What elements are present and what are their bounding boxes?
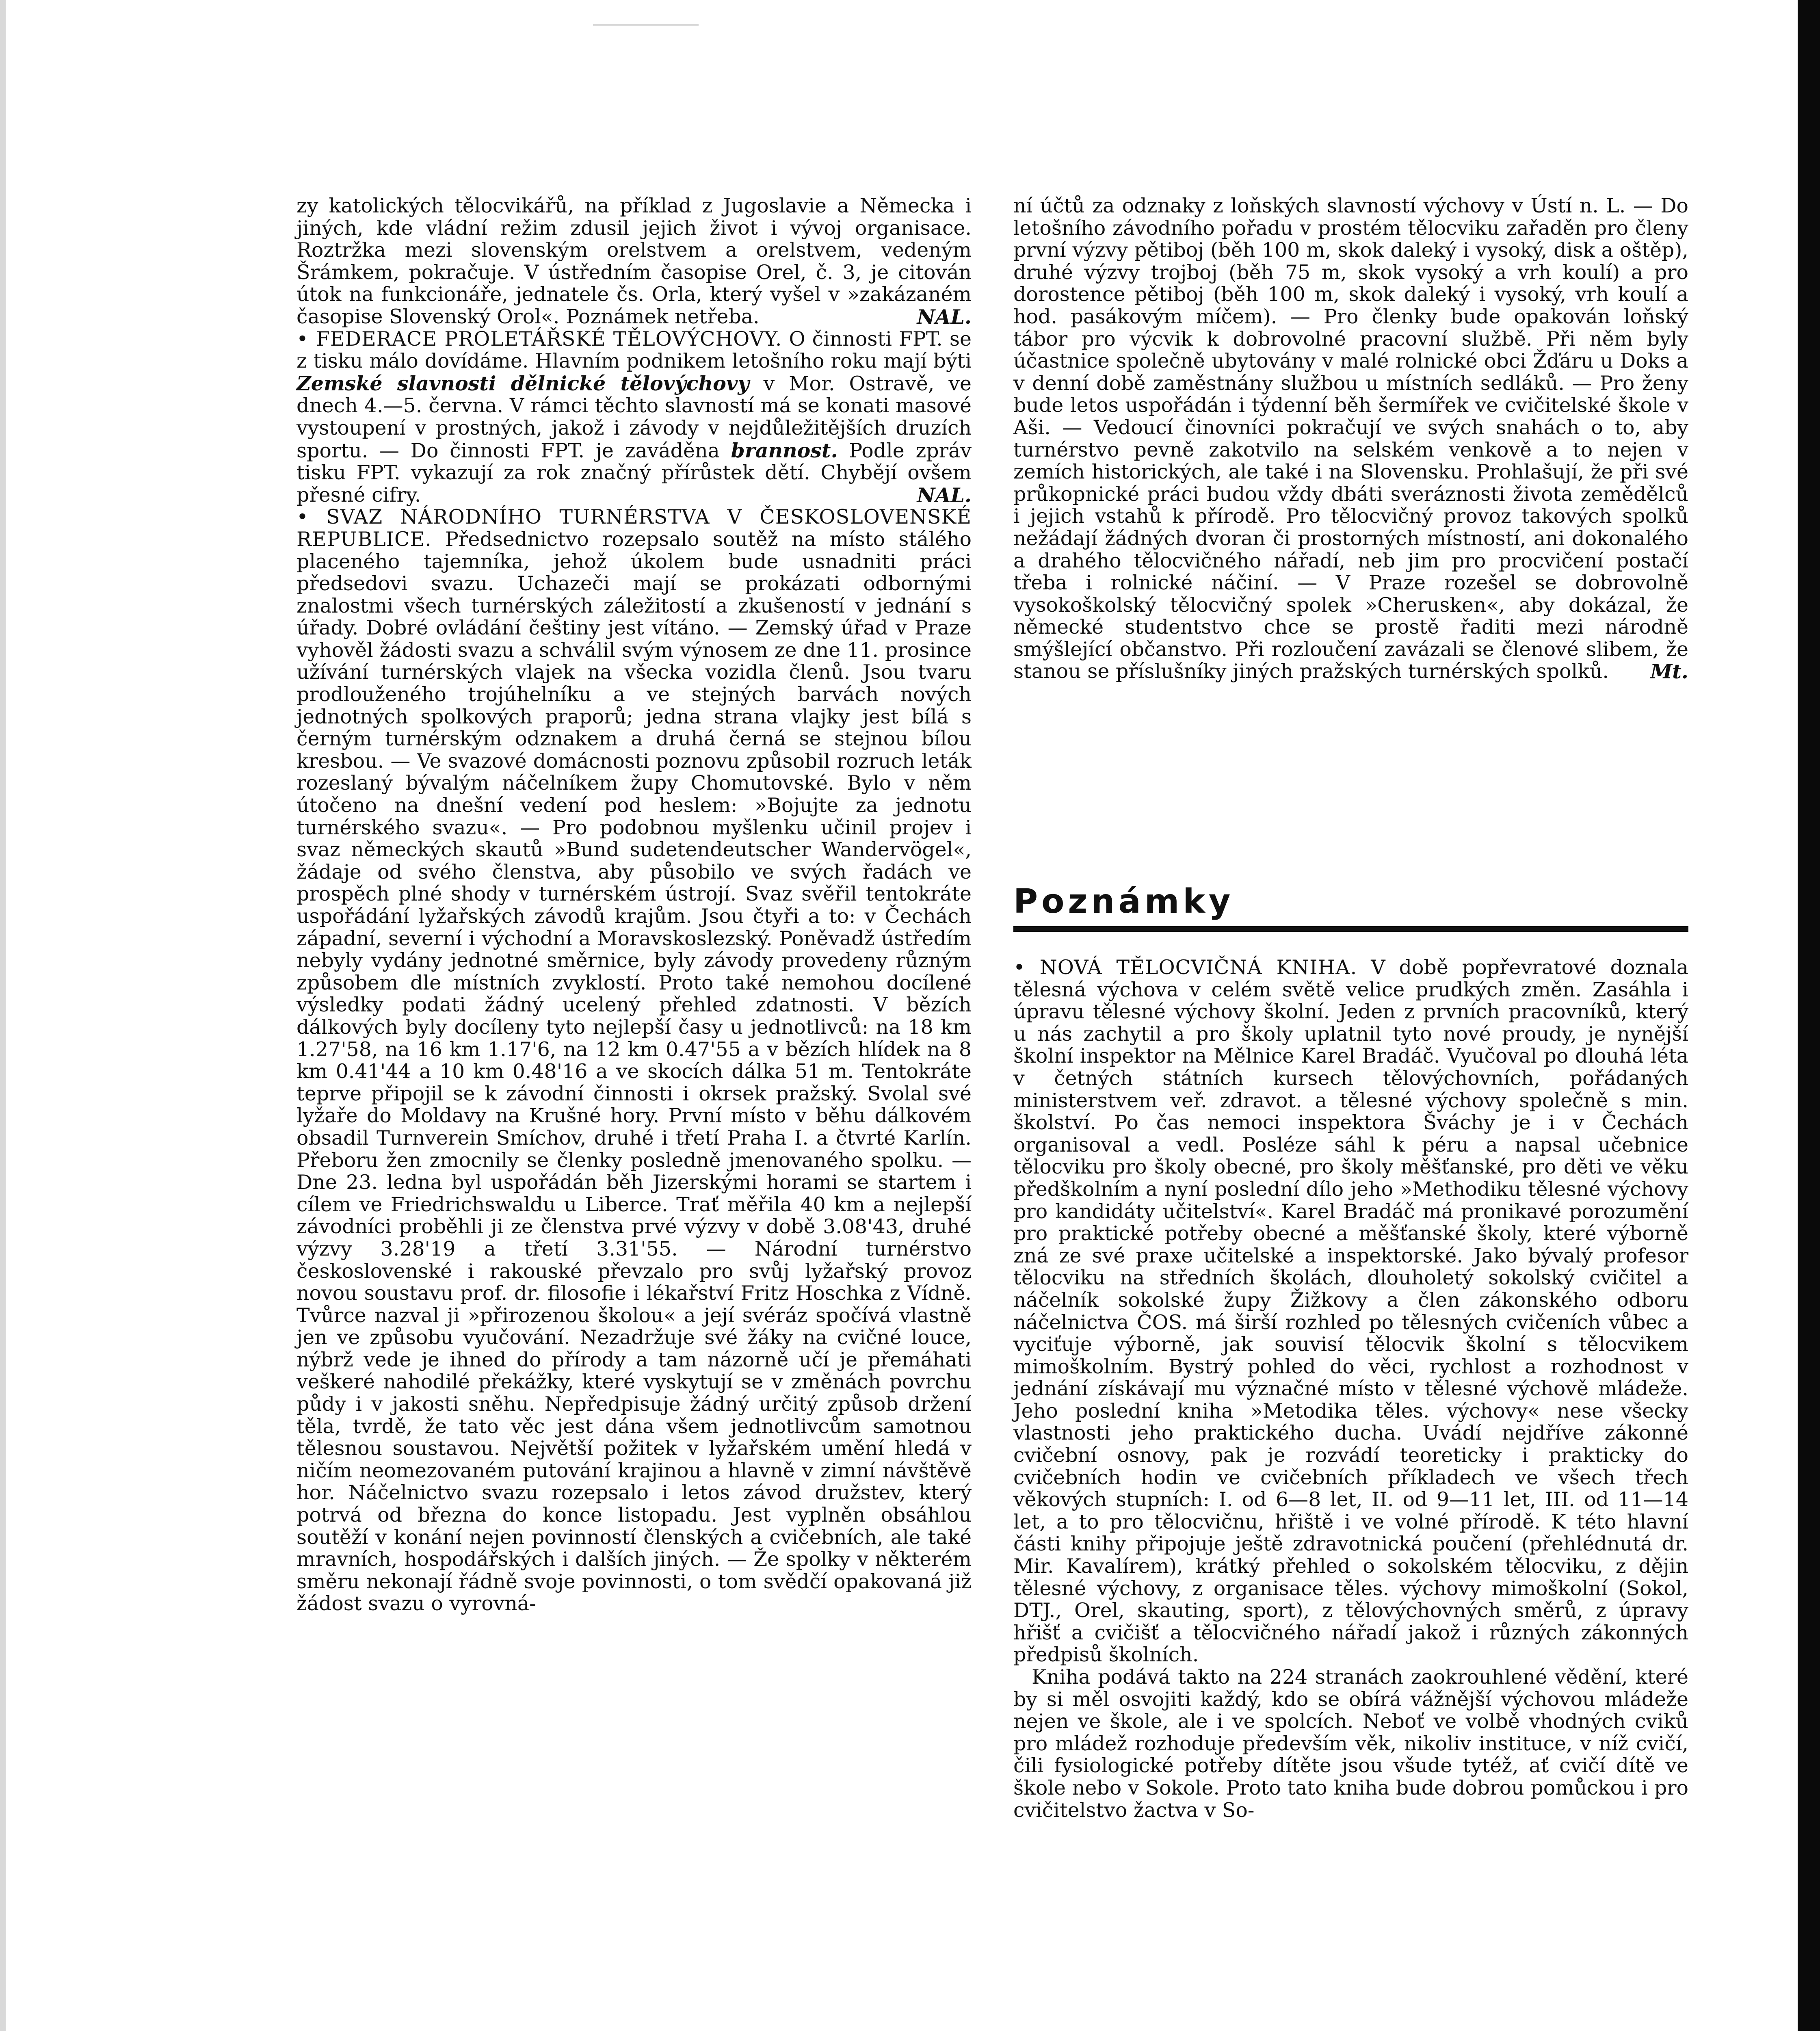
kniha-paragraph	[1013, 957, 1688, 1666]
fpt-emphasis-1: Zemské slavnosti dělnické tělovýchovy	[296, 371, 749, 395]
svaz-heading: • SVAZ NÁRODNÍHO TURNÉRSTVA V ČESKOSLOVENSKÉ REPUBLICE.	[296, 505, 972, 551]
scan-top-mark	[593, 8, 699, 26]
scan-edge-right	[1798, 0, 1820, 2031]
orel-signature: NAL.	[917, 305, 972, 329]
kniha-heading: • NOVÁ TĚLOCVIČNÁ KNIHA.	[1013, 956, 1357, 979]
orel-paragraph	[296, 195, 972, 328]
kniha-text-1: V době popřevratové doznala tělesná výchova v celém světě velice prudkých změn. Zasáhla i úpravu tělesné výchovy školní. Jeden z prvních pracovníků, který u nás zachytil a pro školy uplatnil tyto nové proudy, je nynější školní inspektor na Mělnice Karel Bradáč. Vyučoval po dlouhá léta v četných státních kursech tělovýchovních, pořádaných ministerstvem veř. zdravot. a tělesné výchovy společně s min. školství. Po čas nemoci inspektora Šváchy je i v Čechách organisoval a vedl. Posléze sáhl k péru a napsal učebnice tělocviku pro školy obecné, pro školy měšťanské, pro děti ve věku předškolním a nyní poslední dílo jeho »Methodiku tělesné výchovy pro kandidáty učitelství«. Karel Bradáč má pronikavé porozumění pro praktické potřeby obecné a měšťanské školy, které výborně zná ze své praxe učitelské a inspektorské. Jako bývalý profesor tělocviku na středních školách, dlouholetý sokolský cvičitel a náčelník sokolské župy Žižkovy a člen zákonského odboru náčelnictva ČOS. má širší rozhled po tělesných cvičeních vůbec a vyciťuje výborně, jak souvisí tělocvik školní s tělocvikem mimoškolním. Bystrý pohled do věci, rychlost a rozhodnost v jednání získávají mu význačné místo v tělesné výchově mládeže. Jeho poslední kniha »Metodika těles. výchovy« nese všecky vlastnosti jeho praktického ducha. Uvádí nejdříve zákonné cvičební osnovy, pak je rozvádí teoreticky i prakticky do cvičebních hodin ve cvičebních příkladech ve všech třech věkových stupních: I. od 6—8 let, II. od 9—11 let, III. od 11—14 let, a to pro tělocvičnu, hřiště i ve volné přírodě. K této hlavní části knihy připojuje ještě zdravotnická poučení (přehlédnutá dr. Mir. Kavalírem), krátký přehled o sokolském tělocviku, z dějin tělesné výchovy, z organisace těles. výchovy mimoškolní (Sokol, DTJ., Orel, skauting, sport), z tělovýchovných směrů, z úpravy hřišť a cvičišť a tělocvičného nářadí jakož i různých zákonných předpisů školních.	[1013, 956, 1688, 1667]
kniha-paragraph-2	[1013, 1666, 1688, 1821]
fpt-heading: • FEDERACE PROLETÁŘSKÉ TĚLOVÝCHOVY.	[296, 327, 782, 351]
right-column-bottom	[1013, 957, 1688, 1821]
left-column	[296, 195, 972, 1615]
section-heading-block	[1013, 881, 1688, 932]
fpt-text-1: O činnosti FPT. se z tisku málo dovídáme. Hlavním podnikem letošního roku mají býti	[296, 327, 972, 373]
fpt-text-2: v Mor. Ostravě, ve dnech 4.—5. června. V rámci těchto slavností má se konati masové vystoupení v prostných, jakož i závody v nejdůležitějších druzích sportu. — Do činnosti FPT. je zaváděna	[296, 372, 972, 462]
right-column-top	[1013, 195, 1688, 683]
orel-text: zy katolických tělocvikářů, na příklad z Jugoslavie a Německa i jiných, kde vládní režim zdusil jejich život i vývoj organisace. Roztržka mezi slovenským orelstvem a orelstvem, vedeným Šrámkem, pokračuje. V ústředním časopise Orel, č. 3, je citován útok na funkcionáře, jednatele čs. Orla, který vyšel v »zakázaném časopise Slovenský Orol«. Poznámek netřeba.	[296, 194, 972, 328]
svaz-text: Předsednictvo rozepsalo soutěž na místo stálého placeného tajemníka, jehož úkolem bude usnadniti práci předsedovi svazu. Uchazeči mají se prokázati odbornými znalostmi všech turnérských záležitostí a zkušeností v jednání s úřady. Dobré ovládání češtiny jest vítáno. — Zemský úřad v Praze vyhověl žádosti svazu a schválil svým výnosem ze dne 11. prosince užívání turnérských vlajek na všecka vozidla členů. Jsou tvaru prodlouženého trojúhelníku a ve stejných barvách nových jednotných spolkových praporů; jedna strana vlajky jest bílá s černým turnérským odznakem a druhá černá se stejnou bílou kresbou. — Ve svazové domácnosti poznovu způsobil rozruch leták rozeslaný bývalým náčelníkem župy Chomutovské. Bylo v něm útočeno na dnešní vedení pod heslem: »Bojujte za jednotu turnérského svazu«. — Pro podobnou myšlenku učinil projev i svaz německých skautů »Bund sudetendeutscher Wandervögel«, žádaje od svého členstva, aby působilo ve svých řadách ve prospěch plné shody v turnérském ústrojí. Svaz svěřil tentokráte uspořádání lyžařských závodů krajům. Jsou čtyři a to: v Čechách západní, severní i východní a Moravskoslezský. Poněvadž ústředím nebyly vydány jednotné směrnice, byly závody provedeny různým způsobem dle místních zvyklostí. Proto také nemohou docílené výsledky podati žádný ucelený přehled zdatnosti. V bězích dálkových byly docíleny tyto nejlepší časy u jednotlivců: na 18 km 1.27'58, na 16 km 1.17'6, na 12 km 0.47'55 a v bězích hlídek na 8 km 0.41'44 a 10 km 0.48'16 a ve skocích dálka 51 m. Tentokráte teprve připojil se k závodní činnosti i okrsek pražský. Svolal své lyžaře do Moldavy na Krušné hory. První místo v běhu dálkovém obsadil Turnverein Smíchov, druhé i třetí Praha I. a čtvrté Karlín. Přeboru žen zmocnily se členky posledně jmenovaného spolku. — Dne 23. ledna byl uspořádán běh Jizerskými horami se startem i cílem ve Friedrichswaldu u Liberce. Trať měřila 40 km a nejlepší závodníci proběhli ji ze členstva prvé výzvy v době 3.08'43, druhé výzvy 3.28'19 a třetí 3.31'55. — Národní turnérstvo československé i rakouské převzalo pro svůj lyžařský provoz novou soustavu prof. dr. filosofie i lékařství Fritz Hoschka z Vídně. Tvůrce nazval ji »přirozenou školou« a její svéráz spočívá vlastně jen ve způsobu vyučování. Nezadržuje své žáky na cvičné louce, nýbrž vede je ihned do přírody a tam názorně učí je přemáhati veškeré nahodilé překážky, které vyskytují se v změnách povrchu půdy i v jakosti sněhu. Nepředpisuje žádný určitý způsob držení těla, tvrdě, že tato věc jest dána všem jednotlivcům samotnou tělesnou soustavou. Největší požitek v lyžařském umění hledá v ničím neomezovaném putování krajinou a hlavně v zimní návštěvě hor. Náčelnictvo svazu rozepsalo i letos závod družstev, který potrvá od března do konce listopadu. Jest vyplněn obsáhlou soutěží v konání nejen povinností členských a cvičebních, ale také mravních, hospodářských i dalších jiných. — Že spolky v některém směru nekonají řádně svoje povinnosti, o tom svědčí opakovaná již žádost svazu o vyrovná-	[296, 527, 972, 1615]
svaz-continued-paragraph	[1013, 195, 1688, 683]
fpt-signature: NAL.	[917, 483, 972, 507]
svaz-signature: Mt.	[1650, 660, 1688, 684]
kniha-text-2: Kniha podává takto na 224 stranách zaokrouhlené vědění, které by si měl osvojiti každý, kdo se obírá vážnější výchovou mládeže nejen ve škole, ale i ve spolcích. Neboť ve volbě vhodných cviků pro mládež rozhoduje především věk, nikoliv instituce, v níž cvičí, čili fysiologické potřeby dítěte jsou všude tytéž, ať cvičí dítě ve škole nebo v Sokole. Proto tato kniha bude dobrou pomůckou i pro cvičitelstvo žactva v So-	[1013, 1665, 1688, 1822]
scan-edge-left	[0, 0, 6, 2031]
fpt-emphasis-2: brannost.	[731, 438, 838, 462]
svaz-paragraph	[296, 506, 972, 1615]
section-heading: Poznámky	[1013, 882, 1234, 921]
section-heading-rule	[1013, 926, 1688, 932]
fpt-text-3: Podle zpráv tisku FPT. vykazují za rok značný přírůstek dětí. Chybějí ovšem přesné cifry.	[296, 439, 972, 507]
svaz-continued-text: ní účtů za odznaky z loňských slavností výchovy v Ústí n. L. — Do letošního závodního pořadu v prostém tělocviku zařaděn pro členy první výzvy pětiboj (běh 100 m, skok daleký i vysoký, disk a oštěp), druhé výzvy trojboj (běh 75 m, skok vysoký a vrh koulí) a pro dorostence pětiboj (běh 100 m, skok daleký i vysoký, vrh koulí a hod. pasákovým míčem). — Pro členky bude opakován loňský tábor pro výcvik k dobrovolné pracovní službě. Při něm byly účastnice společně ubytovány v malé rolnické obci Žďáru u Doks a v denní době zaměstnány službou u místních sedláků. — Pro ženy bude letos uspořádán i týdenní běh šermířek ve cvičitelské škole v Aši. — Vedoucí činovníci pokračují ve svých snahách o to, aby turnérstvo pevně zakotvilo na selském venkově a to nejen v zemích historických, ale také i na Slovensku. Prohlašují, že při své průkopnické práci budou vždy dbáti sveráznosti života zemědělců i jejich vstahů k přírodě. Pro tělocvičný provoz takových spolků nežádají žádných dvoran či prostorných místností, ani dokonalého a drahého tělocvičného nářadí, neb jim pro procvičení postačí třeba i rolnické náčiní. — V Praze rozešel se dobrovolně vysokoškolský tělocvičný spolek »Cherusken«, aby dokázal, že německé studentstvo chce se prostě řaditi mezi národně smýšlející občanstvo. Při rozloučení zavázali se členové slibem, že stanou se příslušníky jiných pražských turnérských spolků.	[1013, 194, 1688, 683]
fpt-paragraph	[296, 328, 972, 507]
